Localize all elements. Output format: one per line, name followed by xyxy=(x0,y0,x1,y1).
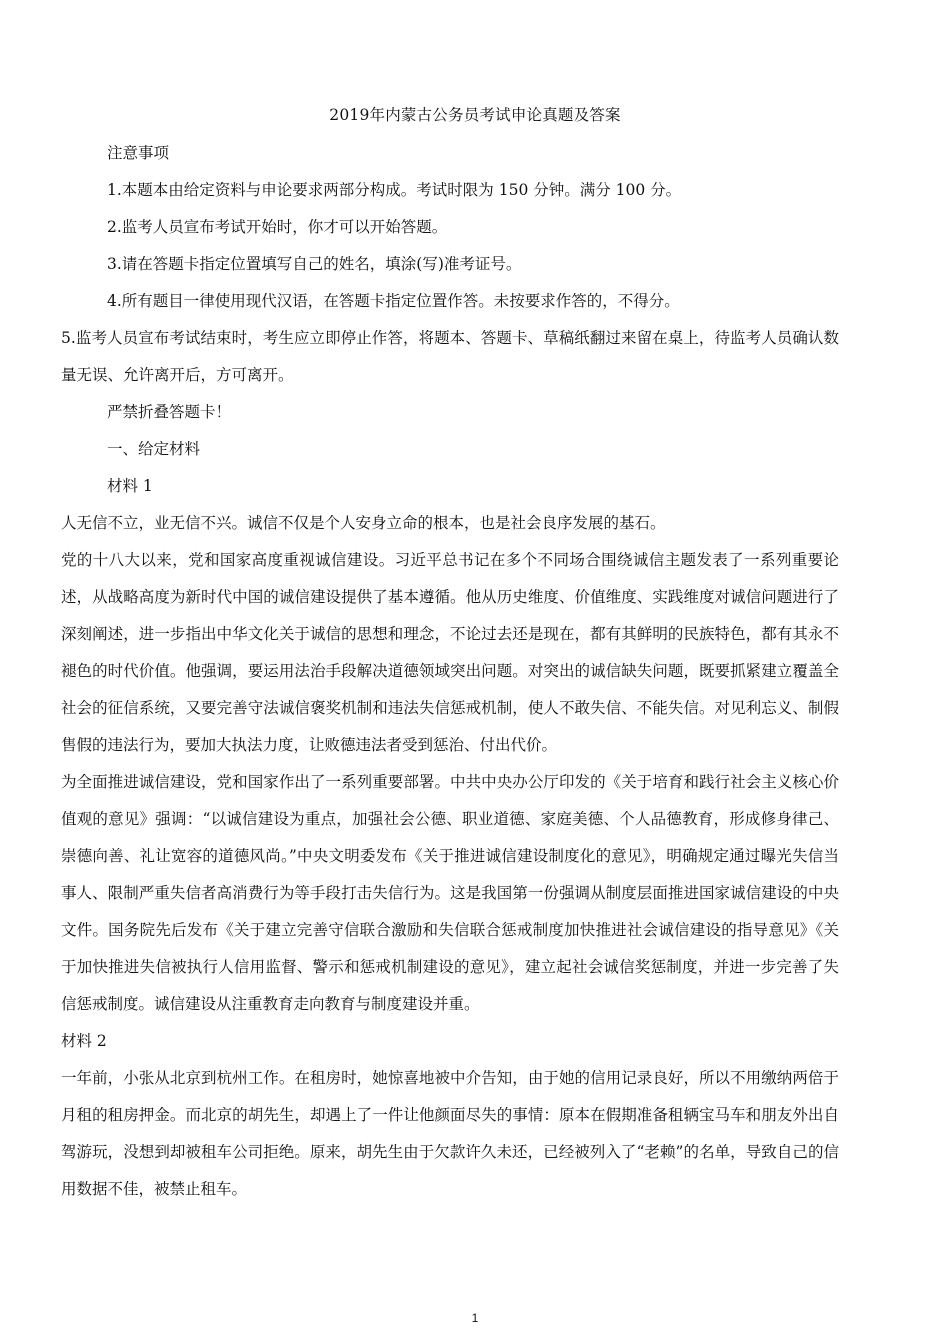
warning-text: 严禁折叠答题卡！ xyxy=(107,403,232,421)
material1-heading: 材料 1 xyxy=(107,477,153,495)
notice-item-3: 3.请在答题卡指定位置填写自己的姓名，填涂(写)准考证号。 xyxy=(107,255,522,273)
material1-paragraph-3: 为全面推进诚信建设，党和国家作出了一系列重要部署。中共中央办公厅印发的《关于培育和践行社会主义核心价值观的意见》强调：“以诚信建设为重点，加强社会公德、职业道德、家庭美德、个人品德教育，形成修身律己、崇德向善、礼让宽容的道德风尚。”中央文明委发布《关于推进诚信建设制度化的意见》，明确规定通过曝光失信当事人、限制严重失信者高消费行为等手段打击失信行为。这是我国第一份强调从制度层面推进国家诚信建设的中央文件。国务院先后发布《关于建立完善守信联合激励和失信联合惩戒制度加快推进社会诚信建设的指导意见》《关于加快推进失信被执行人信用监督、警示和惩戒机制建设的意见》，建立起社会诚信奖惩制度，并进一步完善了失信惩戒制度。诚信建设从注重教育走向教育与制度建设并重。 xyxy=(61,773,839,1013)
notice-item-2: 2.监考人员宣布考试开始时，你才可以开始答题。 xyxy=(107,218,448,236)
page-number: 1 xyxy=(471,1311,479,1325)
section-heading: 一、给定材料 xyxy=(107,440,201,458)
notice-item-1: 1.本题本由给定资料与申论要求两部分构成。考试时限为 150 分钟。满分 100 分。 xyxy=(107,181,682,199)
document-body xyxy=(61,141,839,1208)
material1-paragraph-1: 人无信不立，业无信不兴。诚信不仅是个人安身立命的根本，也是社会良序发展的基石。 xyxy=(61,514,666,532)
notice-item-5: 5.监考人员宣布考试结束时，考生应立即停止作答，将题本、答题卡、草稿纸翻过来留在桌上，待监考人员确认数量无误、允许离开后，方可离开。 xyxy=(61,329,839,384)
material1-paragraph-2: 党的十八大以来，党和国家高度重视诚信建设。习近平总书记在多个不同场合围绕诚信主题发表了一系列重要论述，从战略高度为新时代中国的诚信建设提供了基本遵循。他从历史维度、价值维度、实践维度对诚信问题进行了深刻阐述，进一步指出中华文化关于诚信的思想和理念，不论过去还是现在，都有其鲜明的民族特色，都有其永不褪色的时代价值。他强调，要运用法治手段解决道德领域突出问题。对突出的诚信缺失问题，既要抓紧建立覆盖全社会的征信系统，又要完善守法诚信褒奖机制和违法失信惩戒机制，使人不敢失信、不能失信。对见利忘义、制假售假的违法行为，要加大执法力度，让败德违法者受到惩治、付出代价。 xyxy=(61,551,839,754)
notice-heading: 注意事项 xyxy=(107,144,170,162)
material2-paragraph-1: 一年前，小张从北京到杭州工作。在租房时，她惊喜地被中介告知，由于她的信用记录良好，所以不用缴纳两倍于月租的租房押金。而北京的胡先生，却遇上了一件让他颜面尽失的事情：原本在假期准备租辆宝马车和朋友外出自驾游玩，没想到却被租车公司拒绝。原来，胡先生由于欠款许久未还，已经被列入了“老赖”的名单，导致自己的信用数据不佳，被禁止租车。 xyxy=(61,1069,839,1198)
notice-item-4: 4.所有题目一律使用现代汉语，在答题卡指定位置作答。未按要求作答的，不得分。 xyxy=(107,292,680,310)
material2-heading: 材料 2 xyxy=(61,1032,107,1050)
document-title: 2019年内蒙古公务员考试申论真题及答案 xyxy=(329,106,621,124)
